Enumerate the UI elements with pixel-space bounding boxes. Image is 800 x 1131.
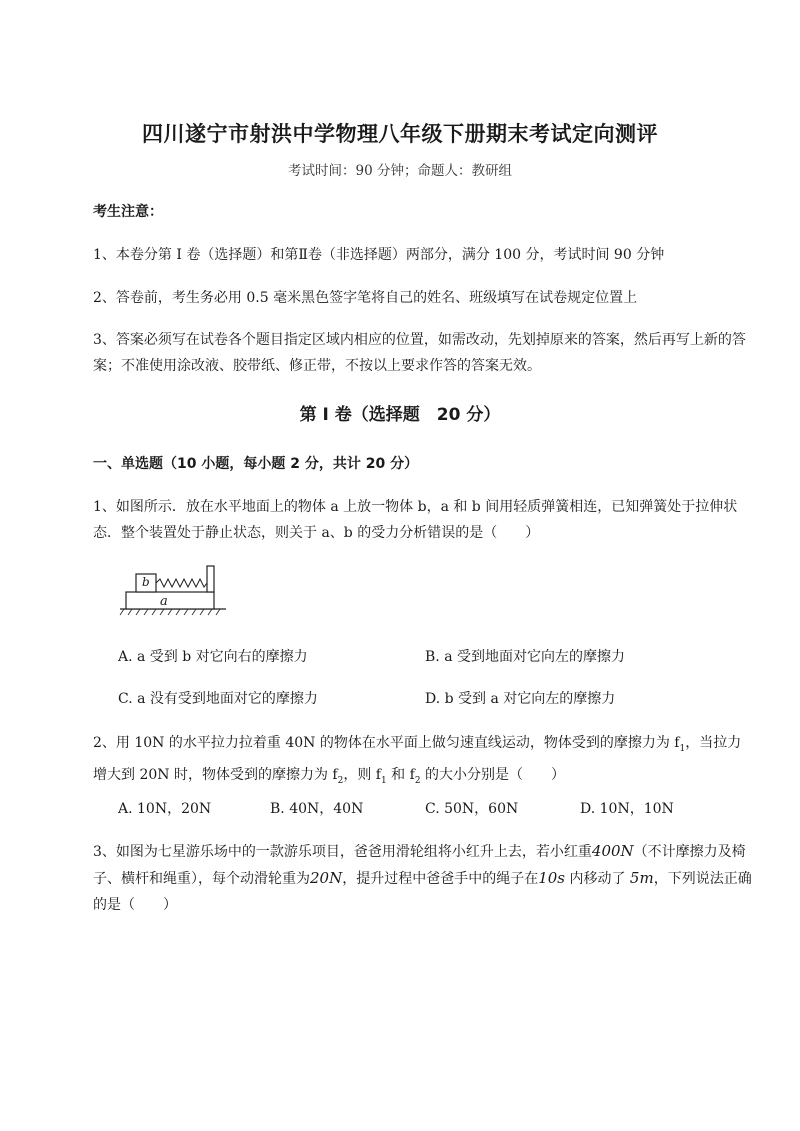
notice-item-3: 3、答案必须写在试卷各个题目指定区域内相应的位置，如需改动，先划掉原来的答案，然后再写上新的答案；不准使用涂改液、胶带纸、修正带，不按以上要求作答的答案无效。 bbox=[93, 332, 746, 374]
question-2-option-b[interactable]: B. 40N，40N bbox=[270, 801, 364, 817]
notice-heading: 考生注意： bbox=[93, 204, 163, 220]
figure-label-b: b bbox=[142, 575, 150, 589]
exam-subtitle: 考试时间：90 分钟；命题人：教研组 bbox=[288, 163, 512, 179]
figure-label-a: a bbox=[160, 594, 168, 609]
question-2-option-d[interactable]: D. 10N，10N bbox=[580, 801, 674, 817]
question-1-stem: 1、如图所示．放在水平地面上的物体 a 上放一物体 b，a 和 b 间用轻质弹簧相连，已知弹簧处于拉伸状态．整个装置处于静止状态，则关于 a、b 的受力分析错误的是（ ） bbox=[93, 499, 738, 541]
question-1-option-b[interactable]: B. a 受到地面对它向左的摩擦力 bbox=[425, 649, 625, 665]
question-1-figure bbox=[118, 561, 230, 621]
question-3-stem: 3、如图为七星游乐场中的一款游乐项目，爸爸用滑轮组将小红升上去，若小红重400N（不计摩擦力及椅子、横杆和绳重），每个动滑轮重为20N，提升过程中爸爸手中的绳子在10s 内移动了 5m，下列说法正确的是（ ） bbox=[93, 842, 752, 913]
question-2-option-a[interactable]: A. 10N，20N bbox=[118, 801, 212, 817]
question-2-option-c[interactable]: C. 50N，60N bbox=[425, 801, 519, 817]
notice-item-2: 2、答卷前，考生务必用 0.5 毫米黑色签字笔将自己的姓名、班级填写在试卷规定位置上 bbox=[93, 290, 638, 306]
exam-title: 四川遂宁市射洪中学物理八年级下册期末考试定向测评 bbox=[142, 122, 658, 146]
question-1-option-a[interactable]: A. a 受到 b 对它向右的摩擦力 bbox=[118, 649, 308, 665]
notice-item-1: 1、本卷分第 I 卷（选择题）和第Ⅱ卷（非选择题）两部分，满分 100 分，考试时间 90 分钟 bbox=[93, 247, 665, 263]
part-heading: 一、单选题（10 小题，每小题 2 分，共计 20 分） bbox=[93, 456, 419, 472]
question-2-stem: 2、用 10N 的水平拉力拉着重 40N 的物体在水平面上做匀速直线运动，物体受到的摩擦力为 $f_1$，当拉力增大到 20N 时，物体受到的摩擦力为 $f_2$，则 $f_1$ 和 $f_2$ 的大小分别是（ ） bbox=[93, 735, 742, 786]
question-1-option-c[interactable]: C. a 没有受到地面对它的摩擦力 bbox=[118, 691, 318, 707]
section-title: 第 I 卷（选择题 20 分） bbox=[299, 405, 501, 425]
question-1-option-d[interactable]: D. b 受到 a 对它向左的摩擦力 bbox=[425, 691, 616, 707]
